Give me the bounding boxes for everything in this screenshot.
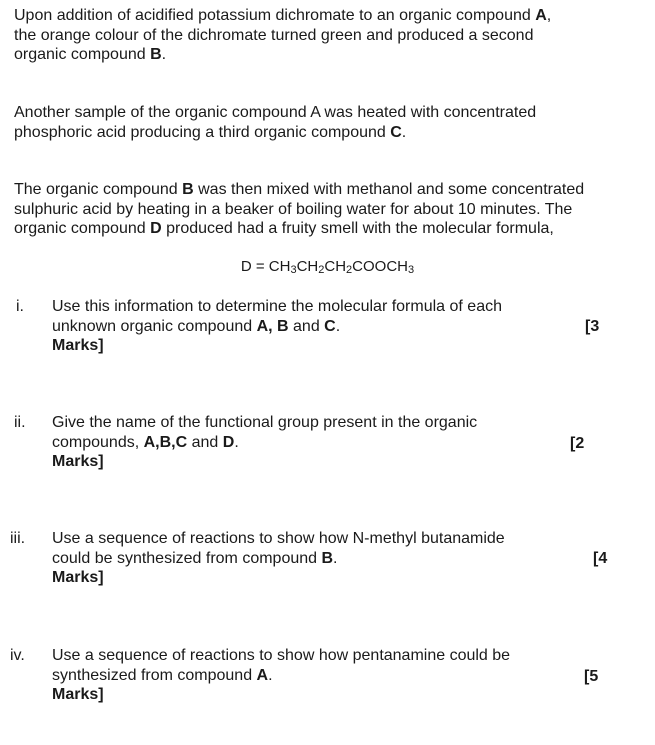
text: phosphoric acid producing a third organic compound — [14, 123, 391, 141]
text: organic compound — [14, 46, 151, 63]
question-text — [52, 646, 572, 705]
marks-label: Marks] — [52, 686, 104, 703]
compound-label: A, B — [256, 317, 289, 335]
question-line — [52, 433, 572, 453]
compound-label: C — [324, 317, 336, 335]
marks-value: [3 — [585, 317, 600, 335]
text: and — [288, 317, 325, 335]
intro-paragraph-2 — [14, 103, 644, 142]
question-line: Use this information to determine the molecular formula of each — [52, 298, 502, 315]
marks-label: Marks] — [52, 453, 104, 470]
formula-part: COOCH — [352, 258, 409, 275]
marks-value: [4 — [593, 549, 608, 567]
text: Upon addition of acidified potassium dichromate to an organic compound — [14, 7, 536, 24]
question-line — [52, 549, 572, 569]
subscript: 2 — [318, 264, 325, 276]
compound-label: A — [535, 7, 547, 24]
text: was then mixed with methanol and some concentrated — [193, 181, 585, 198]
text: synthesized from compound — [52, 666, 257, 684]
subscript: 3 — [408, 264, 415, 276]
molecular-formula — [0, 258, 655, 276]
question-number: iv. — [10, 647, 25, 664]
intro-paragraph-3 — [14, 180, 644, 239]
text: organic compound — [14, 220, 151, 237]
intro-p2-line-1: Another sample of the organic compound A was heated with concentrated — [14, 104, 537, 121]
compound-label: A — [256, 666, 269, 684]
question-line: Give the name of the functional group present in the organic — [52, 414, 478, 431]
question-line: Use a sequence of reactions to show how pentanamine could be — [52, 647, 511, 664]
formula-part: D = CH — [240, 258, 291, 275]
text: . — [401, 123, 407, 141]
question-text — [52, 297, 572, 356]
question-text — [52, 413, 572, 472]
text: compounds, — [52, 433, 144, 451]
text: unknown organic compound — [52, 317, 257, 335]
intro-p3-line-2: sulphuric acid by heating in a beaker of boiling water for about 10 minutes. The — [14, 200, 573, 218]
text: could be synthesized from compound — [52, 549, 322, 567]
question-iii — [0, 529, 655, 599]
question-line — [52, 666, 572, 686]
text: . — [335, 317, 341, 335]
compound-label: C — [390, 123, 402, 141]
compound-label: D — [150, 220, 162, 237]
marks-label: Marks] — [52, 569, 104, 586]
compound-label: B — [321, 549, 334, 567]
text: and — [187, 433, 223, 451]
question-number: iii. — [10, 530, 26, 547]
formula-part: CH — [296, 258, 319, 275]
compound-label: D — [222, 433, 235, 451]
question-iv — [0, 646, 655, 716]
text: . — [161, 46, 167, 63]
intro-p1-line-3 — [14, 45, 644, 65]
question-number: ii. — [14, 414, 26, 431]
intro-p1-line-1 — [14, 6, 644, 26]
question-line: Use a sequence of reactions to show how N-methyl butanamide — [52, 530, 505, 547]
text: produced had a fruity smell with the molecular formula, — [161, 220, 554, 237]
intro-p2-line-2 — [14, 123, 644, 143]
text: . — [234, 433, 239, 451]
compound-label: B — [150, 46, 162, 63]
subscript: 2 — [346, 264, 353, 276]
subscript: 3 — [290, 264, 297, 276]
text: , — [546, 7, 552, 24]
text: . — [333, 549, 338, 567]
formula-part: CH — [324, 258, 347, 275]
compound-label: A,B,C — [143, 433, 188, 451]
marks-value: [5 — [584, 668, 599, 685]
marks-label: Marks] — [52, 337, 104, 354]
marks-value: [2 — [570, 435, 585, 452]
intro-p3-line-3 — [14, 219, 644, 239]
intro-p3-line-1 — [14, 180, 644, 200]
question-ii — [0, 413, 655, 483]
text: The organic compound — [14, 181, 183, 198]
question-i — [0, 297, 655, 367]
question-text — [52, 529, 572, 588]
intro-p1-line-2: the orange colour of the dichromate turned green and produced a second — [14, 26, 534, 44]
question-number: i. — [16, 298, 24, 315]
compound-label: B — [182, 181, 194, 198]
text: . — [268, 666, 273, 684]
question-line — [52, 317, 572, 337]
intro-paragraph-1 — [14, 6, 644, 65]
